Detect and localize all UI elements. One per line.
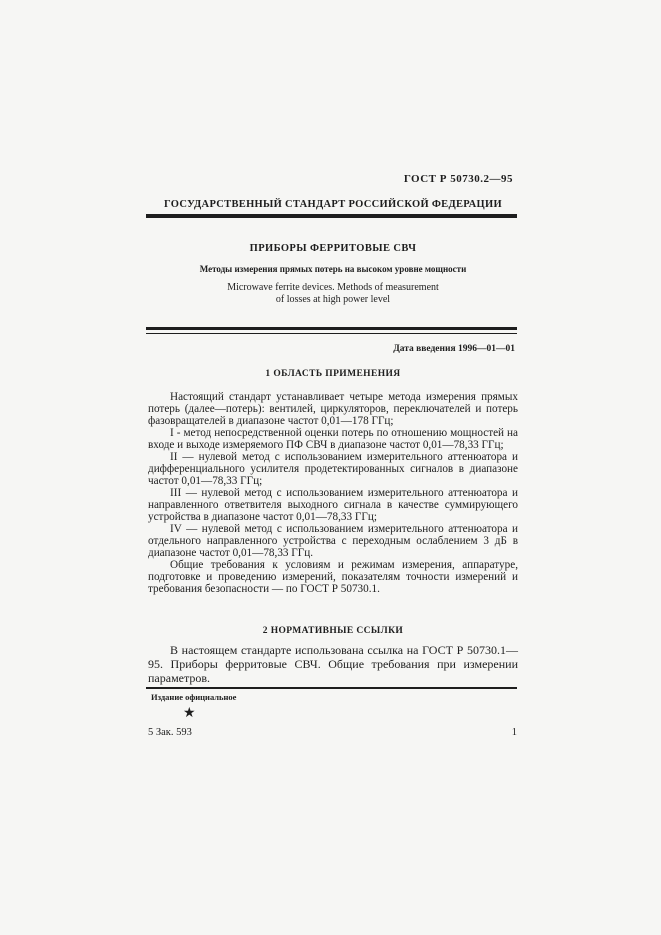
edition-label: Издание официальное xyxy=(151,692,237,702)
gost-code: ГОСТ Р 50730.2—95 xyxy=(403,173,513,185)
page-number: 1 xyxy=(511,727,517,738)
english-title-line: of losses at high power level xyxy=(275,294,391,305)
english-title xyxy=(148,282,518,306)
title-rule-thick xyxy=(146,327,517,330)
footer-rule xyxy=(146,687,517,689)
paragraph: II — нулевой метод с использованием измерительного аттенюатора и дифференциального усилителя продетектированных сигналов в диапазоне частот 0,01—78,33 ГГц; xyxy=(148,451,518,487)
introduction-date: Дата введения 1996—01—01 xyxy=(393,344,515,354)
star-icon: ★ xyxy=(183,706,196,721)
state-standard-title: ГОСУДАРСТВЕННЫЙ СТАНДАРТ РОССИЙСКОЙ ФЕДЕРАЦИИ xyxy=(164,199,502,210)
paragraph: Общие требования к условиям и режимам измерения, аппаратуре, подготовке и проведению измерений, показателям точности измерений и требования безопасности — по ГОСТ Р 50730.1. xyxy=(148,559,518,595)
order-number: 5 Зак. 593 xyxy=(148,727,192,738)
header-rule xyxy=(146,214,517,218)
paragraph: III — нулевой метод с использованием измерительного аттенюатора и направленного ответвителя выходного сигнала в качестве суммирующего устройства в диапазоне частот 0,01—78,33 ГГц; xyxy=(148,487,518,523)
paragraph: В настоящем стандарте использована ссылка на ГОСТ Р 50730.1—95. Приборы ферритовые СВЧ. Общие требования при измерении параметров. xyxy=(148,643,518,685)
english-title-line: Microwave ferrite devices. Methods of measurement xyxy=(227,282,439,293)
document-subtitle: Методы измерения прямых потерь на высоком уровне мощности xyxy=(199,264,467,274)
paragraph: Настоящий стандарт устанавливает четыре метода измерения прямых потерь (далее—потерь): вентилей, циркуляторов, переключателей и потерь фазовращателей в диапазоне частот 0,01—178 ГГц; xyxy=(148,391,518,427)
title-rule-thin xyxy=(146,333,517,334)
section-1-body xyxy=(148,391,518,595)
paragraph: I - метод непосредственной оценки потерь по отношению мощностей на входе и выходе измеряемого ПФ СВЧ в диапазоне частот 0,01—78,33 ГГц; xyxy=(148,427,518,451)
paragraph: IV — нулевой метод с использованием измерительного аттенюатора и отдельного направленного устройства с переходным ослаблением 3 дБ в диапазоне частот 0,01—78,33 ГГц. xyxy=(148,523,518,559)
section-1-heading: 1 ОБЛАСТЬ ПРИМЕНЕНИЯ xyxy=(265,369,401,379)
document-title: ПРИБОРЫ ФЕРРИТОВЫЕ СВЧ xyxy=(249,243,417,254)
section-2-heading: 2 НОРМАТИВНЫЕ ССЫЛКИ xyxy=(262,626,404,636)
section-2-body xyxy=(148,643,518,685)
